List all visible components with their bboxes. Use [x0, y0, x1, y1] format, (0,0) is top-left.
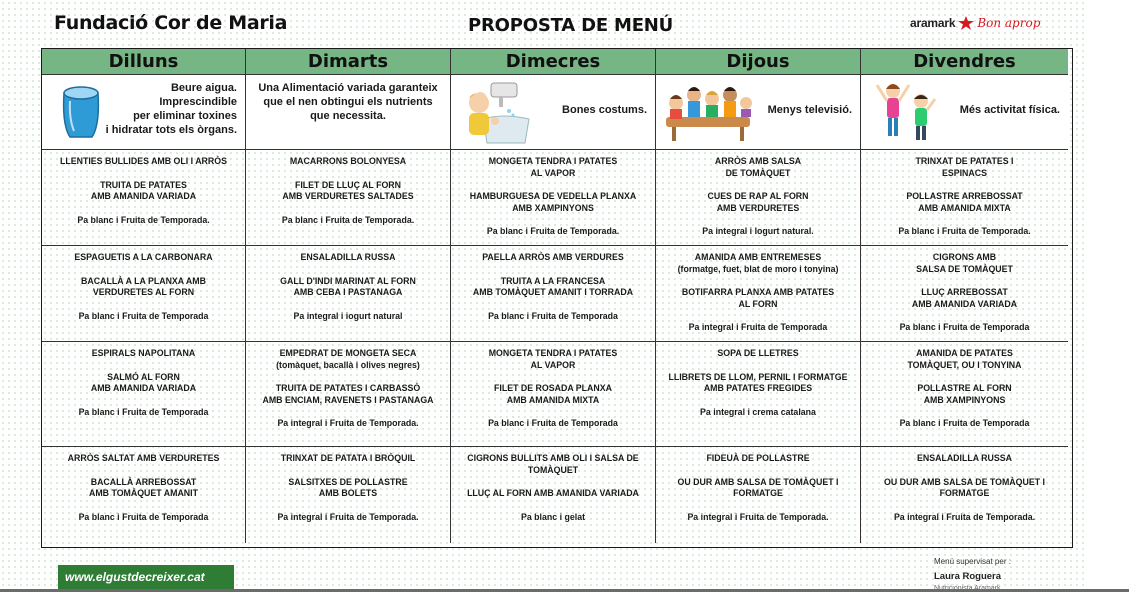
dish-line: AMB AMANIDA MIXTA [506, 394, 600, 405]
dish-line: Pa integral i Fruita de Temporada. [277, 418, 419, 428]
menu-cell-week4-dijous [656, 447, 861, 543]
day-header-dijous: Dijous [656, 49, 861, 75]
dish-line: MONGETA TENDRA I PATATES [488, 348, 618, 358]
dish-line: AMB AMANIDA VARIADA [911, 298, 1018, 309]
dish-line: Pa blanc i Fruita de Temporada [78, 406, 209, 417]
tip-divendres [861, 75, 1068, 150]
page-title: PROPOSTA DE MENÚ [468, 15, 674, 36]
dish-line: DE TOMÀQUET [725, 167, 791, 178]
dish-line: Pa integral i iogurt natural [293, 310, 403, 321]
dish-line: BACALLÀ A LA PLANXA AMB [81, 275, 206, 286]
menu-cell-week3-dimarts [246, 342, 451, 447]
dish-line: SALSA DE TOMÀQUET [916, 263, 1013, 274]
dish-line: AMB XAMPINYONS [923, 394, 1006, 405]
spacer [249, 406, 447, 418]
spacer [454, 371, 652, 383]
menu-cell-week3-divendres [861, 342, 1068, 447]
day-header-dimarts: Dimarts [246, 49, 451, 75]
dish-line: LLENTIES BULLIDES AMB OLI I ARRÒS [60, 156, 227, 166]
menu-cell-week4-dimecres [451, 447, 656, 543]
dish-line: AMB VERDURETES [716, 202, 800, 213]
dish-line: AMB VERDURETES SALTADES [282, 191, 414, 201]
spacer [249, 500, 447, 512]
dish-line: MONGETA TENDRA I PATATES [488, 156, 618, 166]
water-glass-icon [56, 79, 106, 143]
dish-line: AMB ENCIAM, RAVENETS I PASTANAGA [262, 394, 434, 405]
spacer [864, 275, 1065, 287]
children-group-illustration [662, 81, 754, 143]
dish-line: OU DUR AMB SALSA DE TOMÀQUET I [884, 476, 1045, 487]
dish-line: VERDURETES AL FORN [92, 287, 195, 297]
dish-line: FORMATGE [939, 488, 990, 498]
dish-line: SALSITXES DE POLLASTRE [288, 476, 408, 487]
tip-line: Més activitat física. [959, 104, 1060, 116]
dish-line: FILET DE LLUÇ AL FORN [294, 179, 402, 190]
spacer [454, 179, 652, 191]
tip-dilluns [42, 75, 246, 150]
dish-line: Pa blanc i Fruita de Temporada. [77, 214, 210, 225]
tip-line: Beure aigua. [170, 82, 237, 94]
dish-line: Pa blanc i Fruita de Temporada. [281, 214, 415, 225]
spacer [45, 465, 242, 477]
menu-cell-week1-divendres [861, 150, 1068, 246]
dish-line: Pa blanc i Fruita de Temporada [488, 310, 618, 321]
spacer [864, 310, 1065, 322]
tip-line: i hidratar tots els òrgans. [105, 124, 237, 136]
dish-line: AL VAPOR [530, 167, 576, 178]
spacer [454, 214, 652, 226]
organization-name: Fundació Cor de Maria [54, 12, 288, 34]
dish-line: ENSALADILLA RUSSA [917, 453, 1012, 463]
menu-cell-week4-dilluns [42, 447, 246, 543]
dish-line: Pa integral i Fruita de Temporada [688, 322, 828, 332]
menu-cell-week1-dimarts [246, 150, 451, 246]
spacer [864, 371, 1065, 383]
spacer [45, 203, 242, 215]
dish-line: TRUITA DE PATATES I CARBASSÒ [275, 383, 421, 393]
menu-cell-week3-dilluns [42, 342, 246, 447]
dish-line: (formatge, fuet, blat de moro i tonyina) [677, 263, 839, 274]
spacer [249, 203, 447, 215]
spacer [249, 264, 447, 276]
dish-line: Pa blanc i gelat [520, 511, 586, 522]
menu-cell-week2-dimecres [451, 246, 656, 342]
menu-cell-week1-dimecres [451, 150, 656, 246]
spacer [454, 500, 652, 512]
spacer [659, 310, 857, 322]
menu-cell-week4-dimarts [246, 447, 451, 543]
dish-line: ENSALADILLA RUSSA [300, 252, 396, 262]
spacer [45, 395, 242, 407]
dish-line: AMANIDA AMB ENTREMESES [694, 252, 822, 262]
dish-line: Pa integral i Fruita de Temporada. [277, 511, 419, 522]
spacer [45, 500, 242, 512]
spacer [45, 360, 242, 372]
dish-line: POLLASTRE ARREBOSSAT [906, 191, 1023, 201]
dish-line: AMB PATATES FREGIDES [703, 383, 813, 393]
tip-line: que el nen obtingui els nutrients [263, 96, 433, 108]
spacer [249, 299, 447, 311]
supervisor-name: Laura Roguera [934, 571, 1002, 582]
dish-line: POLLASTRE AL FORN [917, 383, 1012, 393]
tip-line: Imprescindible [159, 96, 237, 108]
tip-dimecres [451, 75, 656, 150]
spacer [454, 299, 652, 311]
dish-line: Pa blanc i Fruita de Temporada [899, 322, 1030, 332]
dish-line: FIDEUÀ DE POLLASTRE [706, 453, 810, 463]
tip-dimarts [246, 75, 451, 150]
dish-line: MACARRONS BOLONYESA [289, 156, 407, 166]
handwashing-illustration [457, 77, 533, 147]
tip-line: que necessita. [310, 110, 386, 122]
menu-cell-week3-dijous [656, 342, 861, 447]
dish-line: FORMATGE [733, 488, 783, 498]
menu-cell-week2-dijous [656, 246, 861, 342]
dish-line: CIGRONS BULLITS AMB OLI I SALSA DE [467, 453, 639, 463]
dish-line: AMANIDA DE PATATES [916, 348, 1013, 358]
dish-line: Pa blanc i Fruita de Temporada [488, 418, 618, 428]
dish-line: (tomàquet, bacallà i olives negres) [276, 359, 420, 370]
dish-line: AMB TOMÀQUET AMANIT I TORRADA [472, 287, 634, 297]
dish-line: TRINXAT DE PATATA I BRÒQUIL [280, 453, 416, 463]
dish-line: PAELLA ARRÒS AMB VERDURES [482, 252, 624, 262]
dish-line: AMB AMANIDA MIXTA [918, 202, 1011, 213]
spacer [864, 500, 1065, 512]
dish-line: AMB BOLETS [318, 488, 378, 498]
dish-line: FILET DE ROSADA PLANXA [494, 383, 612, 393]
day-header-divendres: Divendres [861, 49, 1068, 75]
spacer [659, 275, 857, 287]
menu-cell-week3-dimecres [451, 342, 656, 447]
dish-line: Pa integral i Iogurt natural. [702, 226, 814, 236]
menu-cell-week2-dimarts [246, 246, 451, 342]
dish-line: Pa blanc i Fruita de Temporada [899, 418, 1030, 428]
spacer [45, 264, 242, 276]
dish-line: TRUITA DE PATATES [100, 179, 187, 190]
spacer [454, 264, 652, 276]
spacer [864, 179, 1065, 191]
dish-line: AMB TOMÀQUET AMANIT [89, 488, 198, 498]
spacer [659, 360, 857, 372]
dish-line: LLUÇ AL FORN AMB AMANIDA VARIADA [467, 488, 639, 498]
dish-line: Pa integral i Fruita de Temporada. [687, 511, 829, 522]
spacer [864, 465, 1065, 477]
menu-cell-week2-divendres [861, 246, 1068, 342]
spacer [659, 395, 857, 407]
dish-line: TOMÀQUET, OU I TONYINA [907, 359, 1022, 370]
spacer [454, 476, 652, 488]
day-header-dilluns: Dilluns [42, 49, 246, 75]
dish-line: Pa blanc i Fruita de Temporada [78, 310, 209, 321]
tip-dijous [656, 75, 861, 150]
spacer [864, 214, 1065, 226]
menu-cell-week4-divendres [861, 447, 1068, 543]
tip-line: Bones costums. [562, 104, 647, 116]
spacer [45, 299, 242, 311]
dish-line: AL FORN [738, 298, 778, 309]
menu-cell-week1-dijous [656, 150, 861, 246]
dish-line: Pa blanc i Fruita de Temporada. [486, 226, 620, 236]
spacer [659, 214, 857, 226]
dish-line: SOPA DE LLETRES [717, 348, 799, 358]
brand-name: aramark [910, 16, 956, 30]
dish-line: Pa integral i Fruita de Temporada. [893, 511, 1036, 522]
spacer [45, 168, 242, 180]
dish-line: ARRÒS SALTAT AMB VERDURETES [67, 453, 220, 463]
tip-line: per eliminar toxines [133, 110, 237, 122]
kids-exercising-illustration [873, 79, 939, 145]
tip-line: Una Alimentació variada garanteix [258, 82, 438, 94]
dish-line: ARRÒS AMB SALSA [714, 156, 802, 166]
day-header-dimecres: Dimecres [451, 49, 656, 75]
right-margin [1085, 0, 1129, 592]
spacer [249, 371, 447, 383]
menu-cell-week2-dilluns [42, 246, 246, 342]
dish-line: TOMÀQUET [527, 464, 579, 475]
brand-logo [910, 12, 1070, 34]
dish-line: ESPAGUETIS A LA CARBONARA [74, 252, 213, 262]
dish-line: AMB CEBA I PASTANAGA [293, 287, 403, 297]
dish-line: Pa blanc i Fruita de Temporada. [898, 226, 1031, 236]
dish-line: BOTIFARRA PLANXA AMB PATATES [681, 287, 835, 297]
dish-line: LLUÇ ARREBOSSAT [921, 287, 1008, 297]
dish-line: ESPIRALS NAPOLITANA [91, 348, 196, 358]
spacer [659, 465, 857, 477]
spacer [659, 500, 857, 512]
dish-line: TRUITA A LA FRANCESA [500, 275, 606, 286]
spacer [249, 465, 447, 477]
dish-line: GALL D'INDI MARINAT AL FORN [280, 275, 416, 286]
spacer [659, 179, 857, 191]
supervised-label: Menú supervisat per : [934, 557, 1011, 566]
dish-line: Pa blanc i Fruita de Temporada [78, 511, 209, 522]
dish-line: AMB AMANIDA VARIADA [90, 383, 197, 393]
dish-line: AL VAPOR [530, 359, 576, 370]
dish-line: HAMBURGUESA DE VEDELLA PLANXA [469, 191, 637, 201]
dish-line: ESPINACS [942, 167, 987, 178]
dish-line: Pa integral i crema catalana [700, 406, 816, 417]
spacer [454, 406, 652, 418]
dish-line: CUES DE RAP AL FORN [707, 191, 809, 201]
tip-line: Menys televisió. [767, 104, 852, 116]
dish-line: TRINXAT DE PATATES I [915, 156, 1014, 166]
dish-line: AMB XAMPINYONS [512, 202, 594, 213]
dish-line: OU DUR AMB SALSA DE TOMÀQUET I [677, 476, 839, 487]
star-icon [958, 16, 974, 30]
dish-line: SALMÓ AL FORN [107, 371, 180, 382]
spacer [864, 406, 1065, 418]
menu-table [41, 48, 1073, 548]
spacer [249, 168, 447, 180]
dish-line: BACALLÀ ARREBOSSAT [90, 476, 197, 487]
dish-line: CIGRONS AMB [932, 252, 997, 262]
menu-cell-week1-dilluns [42, 150, 246, 246]
website-link[interactable]: www.elgustdecreixer.cat [58, 565, 234, 590]
dish-line: AMB AMANIDA VARIADA [90, 191, 197, 201]
dish-line: EMPEDRAT DE MONGETA SECA [279, 348, 417, 358]
brand-tagline: Bon aprop [977, 16, 1041, 30]
dish-line: LLIBRETS DE LLOM, PERNIL I FORMATGE [668, 371, 848, 382]
